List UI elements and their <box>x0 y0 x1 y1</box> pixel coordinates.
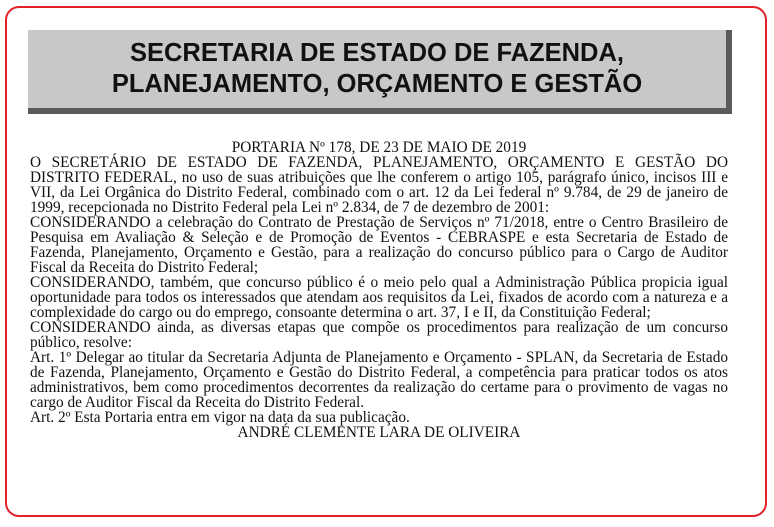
article-1-paragraph: Art. 1º Delegar ao titular da Secretaria Adjunta de Planejamento e Orçamento - SPLAN, da Secretaria de Estado de Fazenda, Planejamento, Orçamento e Gestão do Distrito Federal, a competência para praticar todos os atos administrativos, bem como procedimentos decorrentes da realização do certame para o provimento de vagas no cargo de Auditor Fiscal da Receita do Distrito Federal. <box>30 349 728 411</box>
considerando-paragraph-1: CONSIDERANDO a celebração do Contrato de Prestação de Serviços nº 71/2018, entre o Centro Brasileiro de Pesquisa em Avaliação & Seleção e de Promoção de Eventos - CEBRASPE e esta Secretaria de Estado de Fazenda, Planejamento, Orçamento e Gestão, para a realização do concurso público para o Cargo de Auditor Fiscal da Receita do Distrito Federal; <box>30 214 728 276</box>
section-header <box>28 30 732 114</box>
header-title-line-1: SECRETARIA DE ESTADO DE FAZENDA, <box>130 39 624 67</box>
header-title-line-2: PLANEJAMENTO, ORÇAMENTO E GESTÃO <box>111 70 643 98</box>
preamble-paragraph: O SECRETÁRIO DE ESTADO DE FAZENDA, PLANEJAMENTO, ORÇAMENTO E GESTÃO DO DISTRITO FEDERAL, no uso de suas atribuições que lhe conferem o artigo 105, parágrafo único, incisos III e VII, da Lei Orgânica do Distrito Federal, combinado com o art. 12 da Lei federal nº 9.784, de 29 de janeiro de 1999, recepcionada no Distrito Federal pela Lei nº 2.834, de 7 de dezembro de 2001: <box>30 154 728 216</box>
considerando-paragraph-2: CONSIDERANDO, também, que concurso público é o meio pelo qual a Administração Pública propicia igual oportunidade para todos os interessados que atendam aos requisitos da Lei, fixados de acordo com a natureza e a complexidade do cargo ou do emprego, consoante determina o art. 37, I e II, da Constituição Federal; <box>30 274 728 321</box>
considerando-paragraph-3: CONSIDERANDO ainda, as diversas etapas que compõe os procedimentos para realização de um concurso público, resolve: <box>30 319 728 351</box>
article-2-paragraph: Art. 2º Esta Portaria entra em vigor na data da sua publicação. <box>30 409 410 426</box>
signature: ANDRÉ CLEMENTE LARA DE OLIVEIRA <box>237 424 521 441</box>
document-body <box>30 140 728 440</box>
portaria-title: PORTARIA Nº 178, DE 23 DE MAIO DE 2019 <box>231 139 527 156</box>
